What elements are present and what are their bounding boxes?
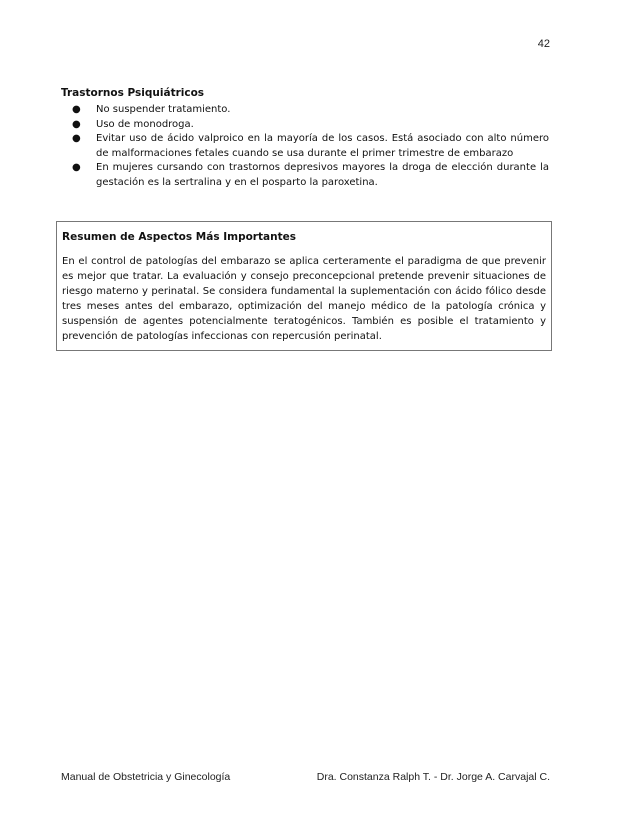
list-item	[61, 118, 549, 133]
bullet-list	[61, 103, 549, 190]
bullet-icon: ●	[72, 162, 81, 173]
summary-text: En el control de patologías del embarazo se aplica certeramente el paradigma de que prevenir es mejor que tratar. La evaluación y consejo preconcepcional pretende prevenir situaciones de riesgo materno y perinatal. Se considera fundamental la suplementación con ácido fólico desde tres meses antes del embarazo, optimización del manejo médico de la patología crónica y suspensión de agentes potencialmente teratogénicos. También es posible el tratamiento y prevención de patologías infeccionas con repercusión perinatal.	[62, 256, 546, 342]
psychiatric-disorders-section	[61, 86, 549, 190]
list-item	[61, 103, 549, 118]
list-item-text: Evitar uso de ácido valproico en la mayoría de los casos. Está asociado con alto número de malformaciones fetales cuando se usa durante el primer trimestre de embarazo	[96, 133, 549, 159]
section-title: Trastornos Psiquiátricos	[61, 87, 205, 99]
bullet-icon: ●	[72, 104, 81, 115]
list-item-text: En mujeres cursando con trastornos depresivos mayores la droga de elección durante la gestación es la sertralina y en el posparto la paroxetina.	[96, 162, 549, 188]
summary-box	[56, 221, 552, 351]
bullet-icon: ●	[72, 133, 81, 144]
list-item	[61, 132, 549, 161]
footer-manual-title: Manual de Obstetricia y Ginecología	[61, 771, 231, 783]
list-item	[61, 161, 549, 190]
footer-authors: Dra. Constanza Ralph T. - Dr. Jorge A. Carvajal C.	[316, 771, 550, 783]
page-number: 42	[537, 38, 550, 50]
summary-title: Resumen de Aspectos Más Importantes	[62, 231, 296, 243]
bullet-icon: ●	[72, 118, 81, 130]
list-item-text: No suspender tratamiento.	[96, 104, 231, 115]
list-item-text: Uso de monodroga.	[96, 118, 194, 130]
